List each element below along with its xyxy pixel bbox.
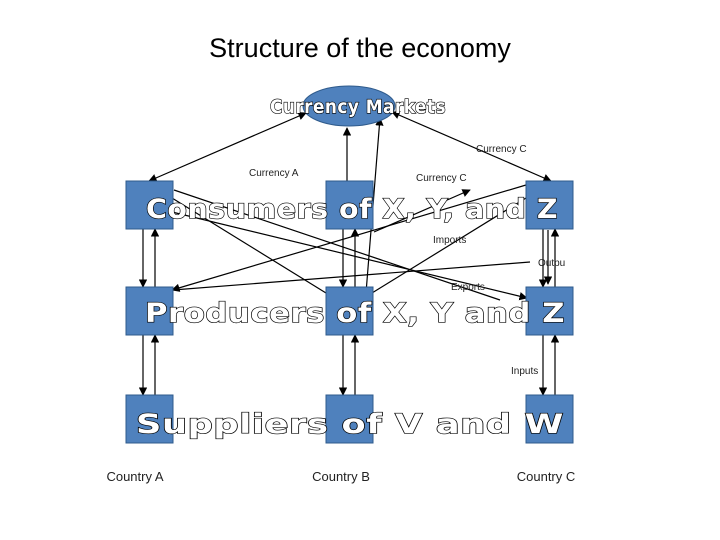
exports-label: Exports [451,282,485,293]
flow-arrow [392,112,551,181]
suppliers-label: Suppliers of V and W [136,409,564,440]
currency-c-label: Currency C [476,144,527,155]
imports-label: Imports [433,235,467,246]
country-b-label: Country B [312,469,370,484]
producers-label: Producers of X, Y and Z [145,298,565,329]
currency-markets-label: Currency Markets [270,96,446,118]
country-a-label: Country A [106,469,164,484]
currency-c-label: Currency C [416,173,467,184]
output-label: Outpu [538,258,566,269]
currency-a-label: Currency A [249,168,299,179]
slide-title: Structure of the economy [209,33,511,63]
country-c-label: Country C [516,469,576,484]
inputs-label: Inputs [511,366,539,377]
consumers-label: Consumers of X, Y, and Z [146,194,558,225]
